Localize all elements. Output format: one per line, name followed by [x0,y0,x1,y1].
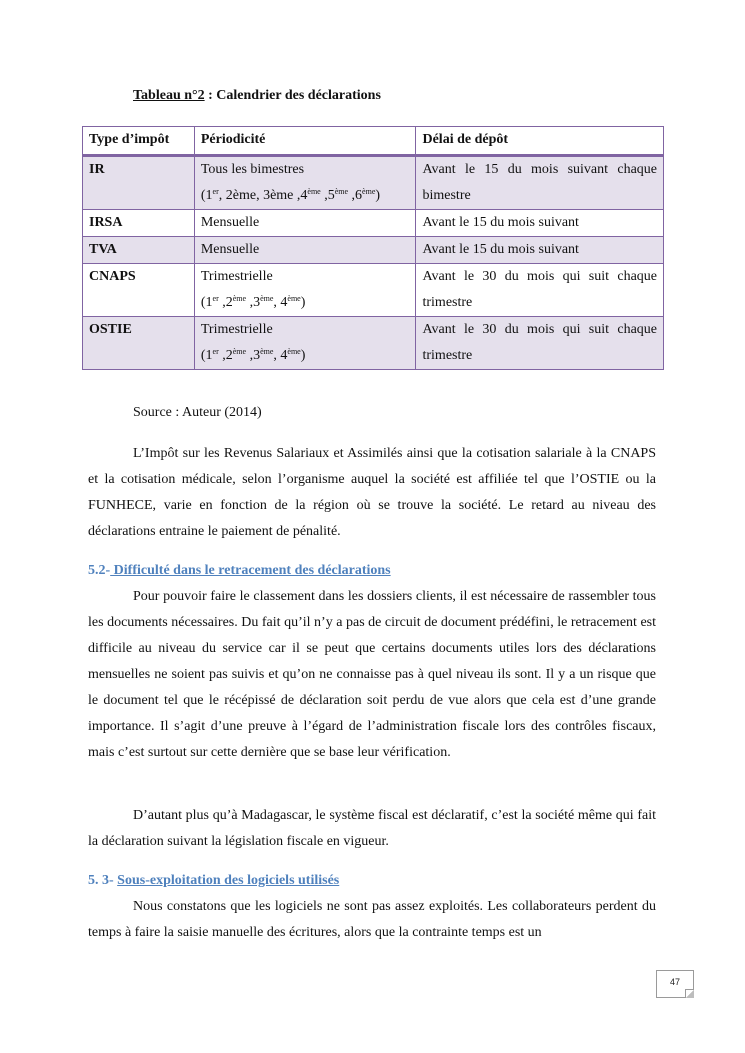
periodicity-line: Trimestrielle [200,322,273,337]
cell-periodicity: Mensuelle [194,237,416,264]
table-caption [133,88,381,104]
page-number-box [656,970,694,998]
paragraph-2-text: Pour pouvoir faire le classement dans les dossiers clients, il est nécessaire de rassembler tous les documents nécessaires. Du fait qu’il n’y a pas de circuit de document prédéfini, le retracement est difficile au niveau du service car il se peut que certains documents utiles lors des déclarations mensuelles ne soient pas suivis et qu’on ne connaisse pas à quel niveau ils sont. Il y a un risque que le document tel que le récépissé de déclaration soit perdu de vue alors que cela est d’une grande importance. Il s’agit d’une preuve à l’égard de l’administration fiscale lors des contrôles fiscaux, mais c’est surtout sur cette dernière que se base leur vérification. [88,589,656,760]
table-header-row [83,127,664,156]
page-number: 47 [669,977,680,987]
cell-tax-type: TVA [83,237,195,264]
declaration-calendar-table [82,126,664,370]
deadline-line: trimestre [422,348,473,363]
deadline-line: Avant le 15 du mois suivant chaque [422,162,657,177]
periodicity-detail: (1er ,2ème ,3ème, 4ème) [200,294,306,310]
table-caption-title: : Calendrier des déclarations [204,88,381,103]
cell-deadline: Avant le 15 du mois suivant [416,210,664,237]
section-number: 5. 3- [88,873,114,888]
cell-deadline [416,317,664,370]
table-row [83,156,664,210]
paragraph-2 [88,584,656,766]
section-title: Difficulté dans le retracement des déclarations [110,563,391,578]
periodicity-detail: (1er ,2ème ,3ème, 4ème) [200,347,306,363]
cell-tax-type: IRSA [83,210,195,237]
table-row [83,317,664,370]
cell-tax-type: CNAPS [83,264,195,317]
page-fold-corner [685,989,694,998]
cell-tax-type: OSTIE [83,317,195,370]
cell-periodicity [194,156,416,210]
table-row [83,210,664,237]
table-row [83,264,664,317]
header-deadline: Délai de dépôt [416,127,664,156]
paragraph-1 [88,441,656,545]
table-source: Source : Auteur (2014) [133,405,262,420]
cell-periodicity: Mensuelle [194,210,416,237]
header-tax-type: Type d’impôt [83,127,195,156]
deadline-line: bimestre [422,188,471,203]
periodicity-line: Trimestrielle [200,269,273,284]
cell-deadline [416,156,664,210]
section-title: Sous-exploitation des logiciels utilisés [117,873,340,888]
paragraph-3-text: D’autant plus qu’à Madagascar, le système fiscal est déclaratif, c’est la société même qui fait la déclaration suivant la législation fiscale en vigueur. [88,808,656,849]
periodicity-detail: (1er, 2ème, 3ème ,4ème ,5ème ,6ème) [200,187,381,203]
section-number: 5.2- [88,563,111,578]
cell-tax-type: IR [83,156,195,210]
cell-periodicity [194,317,416,370]
paragraph-4 [88,894,656,946]
section-heading-5-3 [88,873,339,889]
section-heading-5-2 [88,563,391,579]
table-row [83,237,664,264]
header-periodicity: Périodicité [194,127,416,156]
paragraph-4-text: Nous constatons que les logiciels ne sont pas assez exploités. Les collaborateurs perdent du temps à faire la saisie manuelle des écritures, alors que la contrainte temps est un [88,899,656,940]
deadline-line: Avant le 30 du mois qui suit chaque [422,322,657,337]
periodicity-line: Tous les bimestres [200,162,305,177]
deadline-line: trimestre [422,295,473,310]
deadline-line: Avant le 30 du mois qui suit chaque [422,269,657,284]
paragraph-3 [88,803,656,855]
cell-deadline [416,264,664,317]
paragraph-1-text: L’Impôt sur les Revenus Salariaux et Assimilés ainsi que la cotisation salariale à la CNAPS et la cotisation médicale, selon l’organisme auquel la société est affiliée tel que l’OSTIE ou la FUNHECE, varie en fonction de la région où se trouve la société. Le retard au niveau des déclarations entraine le paiement de pénalité. [88,446,656,539]
cell-periodicity [194,264,416,317]
table-caption-label: Tableau n°2 [133,88,205,103]
cell-deadline: Avant le 15 du mois suivant [416,237,664,264]
